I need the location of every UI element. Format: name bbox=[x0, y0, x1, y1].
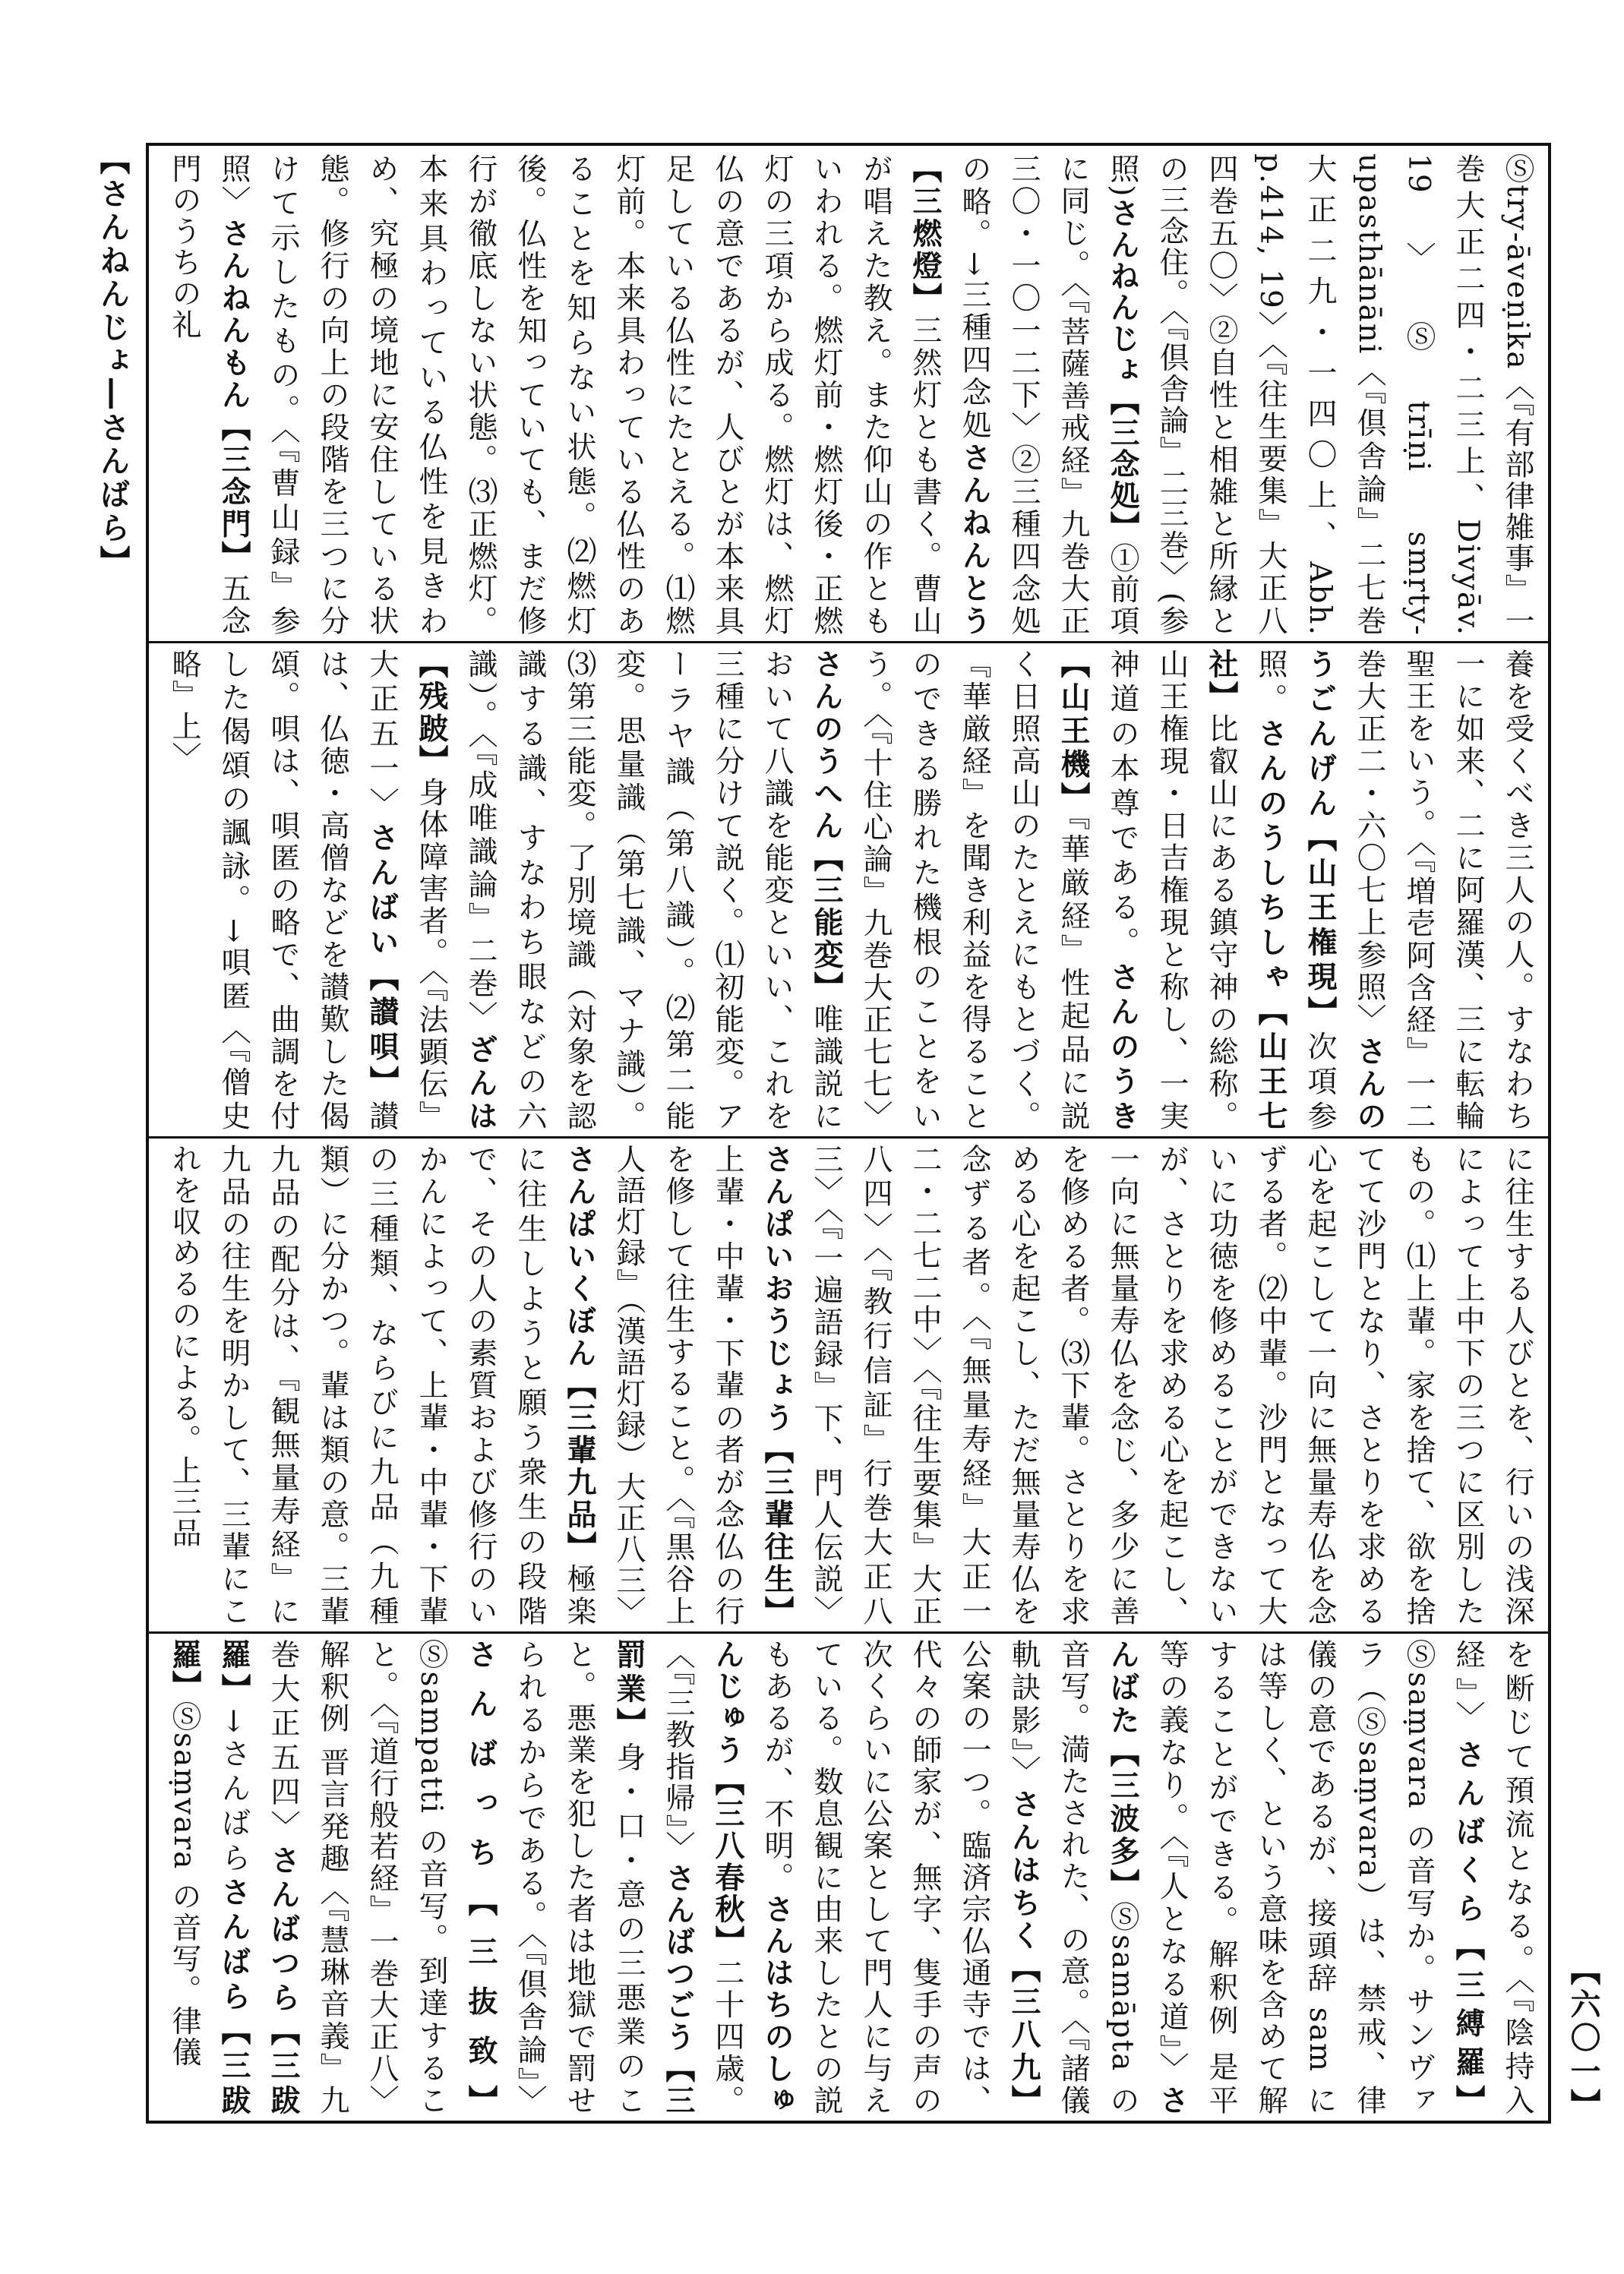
tier-2-text bbox=[160, 649, 1537, 1132]
dictionary-entry bbox=[266, 1639, 498, 2116]
entry-body: 三然灯とも書く。曹山が唱えた教え。また仰山の作ともいわれる。燃灯前・燃灯後・正燃灯の三項から成る。燃灯は、燃灯仏の意であるが、人びとが本来具足している仏性にたとえる。⑴燃灯前。本来具わっている仏性のあることを知らない状態。⑵燃灯後。仏性を知っていても、まだ修行が徹底しない状態。⑶正燃灯。本来具わっている仏性を見きわめ、究極の境地に安住している状態。修行の向上の段階を三つに分けて示したもの。〈『曹山録』参照〉 bbox=[216, 153, 942, 636]
entry-body: Ⓢsamāpta の音写。満たされた、の意。〈『諸儀軌訣影』〉 bbox=[1006, 1639, 1139, 2116]
tier-3 bbox=[160, 1144, 1537, 1627]
tier-divider-3 bbox=[149, 1631, 1548, 1634]
dictionary-entry bbox=[760, 1639, 1041, 2116]
entry-body: →さんばら bbox=[216, 1708, 251, 1878]
dictionary-entry bbox=[1204, 153, 1537, 636]
dictionary-entry bbox=[809, 1144, 1537, 1627]
entry-headword: さんばつごう【三罰業】 bbox=[611, 1639, 695, 2116]
entry-body: 二十四歳。〈『三教指帰』〉 bbox=[661, 1639, 744, 2116]
entry-headword: さんのうごんげん【山王権現】 bbox=[1303, 649, 1386, 1132]
entry-body: 公案の一つ。臨済宗仏通寺では、代々の師家が、無字、隻手の声の次くらいに公案として門人に与えている。数息観に由来したとの説もあるが、不明。 bbox=[760, 1639, 991, 2116]
entry-body: 唯識説において八識を能変といい、これを三種に分けて説く。⑴初能変。アーラヤ識（第八識）。⑵第二能変。思量識（第七識、マナ識）。⑶第三能変。了別境識（対象を認識する識、すなわち眼などの六識）。〈『成唯識論』二巻〉 bbox=[463, 649, 843, 1132]
dictionary-entry bbox=[1155, 1639, 1485, 2116]
running-header: 【さんねんじょ―さんばら】 bbox=[95, 144, 130, 579]
entry-body: 身・口・意の三悪業のこと。悪業を犯した者は地獄で罰せられるからである。〈『倶舎論』〉 bbox=[513, 1639, 646, 2116]
entry-body: 極楽に往生しようと願う衆生の段階で、その人の素質および修行のいかんによって、上輩・中輩・下輩の三種類、ならびに九品（九種類）に分かつ。輩は類の意。三輩九品の配分は、『観無量寿経』に九品の往生を明かして、三輩にこれを収めるのによる。上三品 bbox=[167, 1144, 596, 1627]
entry-body: Ⓢsaṃvara の音写。律儀 bbox=[167, 1701, 201, 2068]
entry-body: 養を受くべき三人の人。すなわち一に如来、二に阿羅漢、三に転輪聖王をいう。〈『増壱阿含経』一二巻大正二・六〇七上参照〉 bbox=[1352, 649, 1534, 1132]
entry-body: に往生する人びとを、行いの浅深によって上中下の三つに区別したもの。⑴上輩。家を捨て、欲を捨てて沙門となり、さとりを求める心を起こして一向に無量寿仏を念ずる者。⑵中輩。沙門となって大いに功徳を修めることができないが、さとりを求める心を起こし、一向に無量寿仏を念じ、多少に善を修める者。⑶下輩。さとりを求める心を起こし、ただ無量寿仏を念ずる者。〈『無量寿経』大正一二・二七二中〉〈『往生要集』大正八四〉〈『教行信証』行巻大正八三〉〈『一遍語録』下、門人伝説〉 bbox=[809, 1144, 1534, 1627]
entry-headword: さんばい【讃唄】 bbox=[365, 822, 399, 1101]
dictionary-entry bbox=[167, 1144, 596, 1627]
dictionary-entry bbox=[858, 649, 1139, 1132]
entry-body: Ⓢtry-āveṇika〈『有部律雑事』一巻大正二四・二三上、Divyāv. 19〉Ⓢtrīṇi smṛty-upasthānāni〈『倶舎論』二七巻大正二九・一四〇上、Abh. p.414, 19〉〈『往生要集』大正八四巻五〇〉 bbox=[1204, 153, 1534, 636]
entry-headword: さんねんじょ【三念処】 bbox=[1105, 197, 1139, 543]
entry-body: Ⓢsaṃvara の音写か。サンヴァラ（Ⓢsaṃvara）は、禁戒、律儀の意であるが、接頭辞 sam には等しく、という意味を含めて解することができる。解釈例 是平等の義なり。〈『人となる道』〉 bbox=[1155, 1639, 1436, 2116]
entry-headword: さんねんとう【三燃燈】 bbox=[908, 153, 991, 636]
entry-headword: さんぱいおうじょう【三輩往生】 bbox=[760, 1144, 794, 1627]
page-frame bbox=[146, 143, 1551, 2124]
tier-2 bbox=[160, 649, 1537, 1132]
entry-headword: さんばっち【三抜致】 bbox=[463, 1639, 498, 2116]
entry-headword: さんばら【三跋羅】 bbox=[167, 1639, 251, 2116]
entry-headword: さんのうき【山王機】 bbox=[1056, 649, 1139, 1132]
tier-3-text bbox=[160, 1144, 1537, 1627]
tier-divider-2 bbox=[149, 1136, 1548, 1139]
entry-body: 上輩・中輩・下輩の者が念仏の行を修して往生すること。〈『黒谷上人語灯録』（漢語灯録）大正八三〉 bbox=[611, 1144, 744, 1627]
entry-headword: さんばた【三波多】 bbox=[1105, 1639, 1189, 2116]
entry-headword: さんのうしちしゃ【山王七社】 bbox=[1204, 649, 1288, 1132]
entry-headword: さんはちのしゅんじゅう【三八春秋】 bbox=[710, 1639, 794, 2116]
dictionary-entry bbox=[611, 1144, 794, 1627]
entry-body: 讃は、仏徳・高僧などを讃歎した偈頌。唄は、唄匿の略で、曲調を付した偈頌の諷詠。→唄匿〈『僧史略』上〉 bbox=[167, 649, 399, 1132]
entry-headword: さんのうへん【三能変】 bbox=[809, 649, 843, 1004]
page-number: 【六〇一】 bbox=[1566, 1955, 1600, 2122]
entry-headword: さんぱいくぼん【三輩九品】 bbox=[562, 1144, 596, 1564]
tier-divider-1 bbox=[149, 641, 1548, 643]
tier-4-text bbox=[160, 1639, 1537, 2116]
entry-body: 身体障害者。〈『法顕伝』大正五一〉 bbox=[365, 649, 448, 1132]
entry-body: 比叡山にある鎮守神の総称。山王権現・日吉権現と称し、一実神道の本尊である。 bbox=[1105, 649, 1238, 1132]
entry-body: を断じて預流となる。〈『陰持入経』〉 bbox=[1451, 1639, 1534, 2116]
entry-body: ①前項に同じ。〈『菩薩善戒経』九巻大正三〇・一〇一二下〉②三種四念処の略。→三種四念処 bbox=[957, 153, 1139, 636]
dictionary-entry bbox=[216, 153, 991, 636]
entry-headword: さんばくら【三縛羅】 bbox=[1451, 1739, 1485, 2116]
entry-body: Ⓢsampatti の音写。到達すること。〈『道行般若経』一巻大正八〉解釈例 晋言発趣〈『慧琳音義』九巻大正五四〉 bbox=[266, 1639, 448, 2116]
entry-headword: さんねんもん【三念門】 bbox=[216, 218, 251, 573]
dictionary-entry bbox=[463, 649, 843, 1132]
tier-1 bbox=[160, 153, 1537, 636]
entry-body: 次項参照。 bbox=[1253, 649, 1337, 1132]
entry-body: 五念門のうちの礼 bbox=[167, 153, 251, 636]
entry-headword: ざんは【残跛】 bbox=[414, 649, 498, 1132]
tier-4 bbox=[160, 1639, 1537, 2116]
entry-body: ②自性と相雑と所縁との三念住。〈『倶舎論』二三巻〉(参照) bbox=[1105, 153, 1238, 636]
tier-1-text bbox=[160, 153, 1537, 636]
entry-headword: さんばつら【三跋羅】 bbox=[216, 1639, 300, 2116]
dictionary-entry bbox=[167, 153, 251, 636]
entry-body: 『華厳経』性起品に説く日照高山のたとえにもとづく。『華厳経』を聞き利益を得ることのできる勝れた機根のことをいう。〈『十住心論』九巻大正七七〉 bbox=[858, 649, 1090, 1132]
entry-headword: さんはちく【三八九】 bbox=[1006, 1789, 1041, 2116]
